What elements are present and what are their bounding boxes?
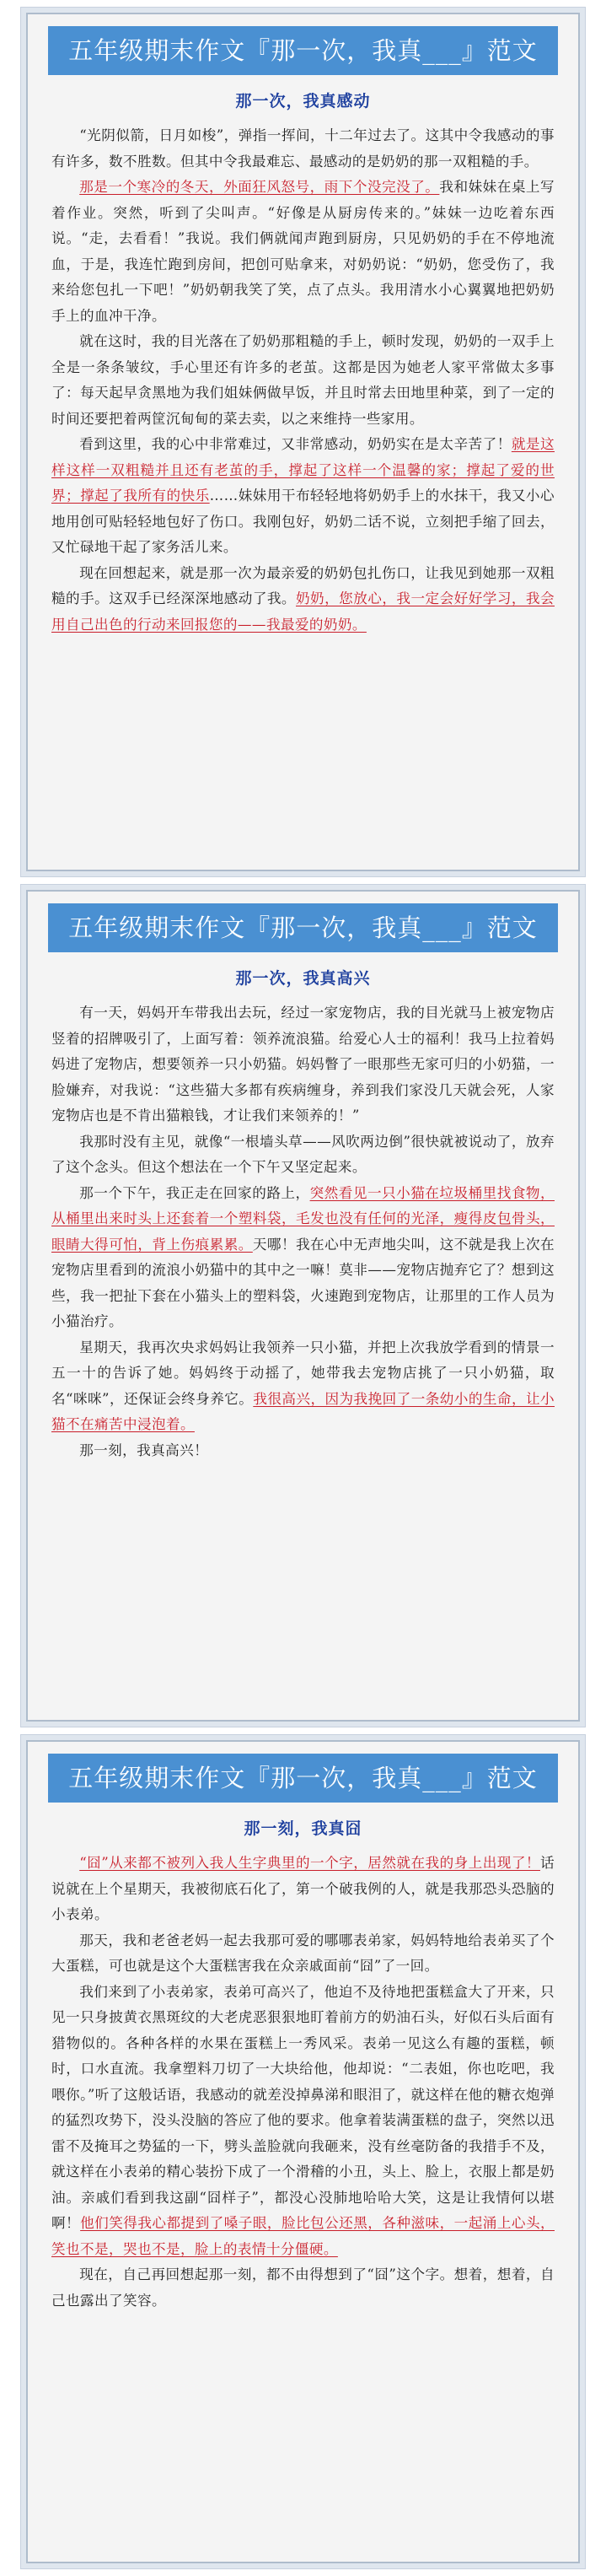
highlighted-sentence: “囧”从来都不被列入我人生字典里的一个字，居然就在我的身上出现了！ — [79, 1855, 540, 1871]
essay-paragraph — [51, 1129, 555, 1181]
essay-body — [51, 89, 555, 638]
essay-paragraphs — [51, 1851, 555, 2314]
paragraph-text: 天哪！我在心中无声地尖叫，这不就是我上次在宠物店里看到的流浪小奶猫中的其中之一嘛！莫非——宠物店抛弃它了？想到这些，我一把扯下套在小猫头上的塑料袋，火速跑到宠物店，让那里的工作人员为小猫治疗。 — [51, 1236, 555, 1329]
paragraph-text: 星期天，我再次央求妈妈让我领养一只小猫，并把上次我放学看到的情景一五一十的告诉了她。妈妈终于动摇了，她带我去宠物店挑了一只小奶猫，取名“咪咪”，还保证会终身养它。 — [51, 1339, 555, 1407]
paragraph-text: 我那时没有主见，就像“一根墙头草——风吹两边倒”很快就被说动了，放弃了这个念头。但这个想法在一个下午又坚定起来。 — [51, 1133, 555, 1175]
paragraph-text: “光阴似箭，日月如梭”，弹指一挥间，十二年过去了。这其中令我感动的事有许多，数不胜数。但其中令我最难忘、最感动的是奶奶的那一双粗糙的手。 — [51, 127, 555, 170]
card-banner: 五年级期末作文『那一次，我真___』范文 — [48, 1754, 558, 1803]
paragraph-text: 看到这里，我的心中非常难过，又非常感动，奶奶实在是太辛苦了！ — [79, 436, 512, 452]
paragraph-text: 就在这时，我的目光落在了奶奶那粗糙的手上，顿时发现，奶奶的一双手上全是一条条皱纹，手心里还有许多的老茧。这都是因为她老人家平常做太多事了：每天起早贪黑地为我们姐妹俩做早饭，并且时常去田地里种菜，到了一定的时间还要把着两筐沉甸甸的菜去卖，以之来维持一些家用。 — [51, 333, 555, 427]
essay-card-1 — [20, 7, 586, 877]
paragraph-text: 现在回想起来，就是那一次为最亲爱的奶奶包扎伤口，让我见到她那一双粗糙的手。这双手已经深深地感动了我。 — [51, 564, 555, 606]
essay-paragraph — [51, 1000, 555, 1129]
essay-body — [51, 966, 555, 1463]
essay-paragraph — [51, 1181, 555, 1335]
paragraph-text: 我们来到了小表弟家，表弟可高兴了，他迫不及待地把蛋糕盒大了开来，只见一只身披黄衣黑斑纹的大老虎恶狠狠地盯着前方的奶油石头，好似石头后面有猎物似的。各种各样的水果在蛋糕上一秀风采。表弟一见这么有趣的蛋糕，顿时，口水直流。我拿塑料刀切了一大块给他，他却说：“二表姐，你也吃吧，我喂你。”听了这般话语，我感动的就差没掉鼻涕和眼泪了，就这样在他的糖衣炮弹的猛烈攻势下，没头没脑的答应了他的要求。他拿着装满蛋糕的盘子，突然以迅雷不及掩耳之势猛的一下，劈头盖脸就向我砸来，没有丝毫防备的我措手不及，就这样在小表弟的精心装扮下成了一个滑稽的小丑，头上、脸上，衣服上都是奶油。亲戚们看到我这副“囧样子”，都没心没肺地哈哈大笑，这是让我情何以堪啊！ — [51, 1983, 555, 2231]
essay-paragraph — [51, 1980, 555, 2263]
paragraph-text: 那一个下午，我正走在回家的路上， — [79, 1184, 310, 1201]
essay-paragraphs — [51, 123, 555, 638]
essay-paragraph — [51, 1928, 555, 1980]
card-banner: 五年级期末作文『那一次，我真___』范文 — [48, 26, 558, 75]
essay-paragraph — [51, 175, 555, 329]
essay-title: 那一次，我真高兴 — [235, 969, 371, 988]
highlighted-sentence: 我很高兴，因为我挽回了一条幼小的生命，让小猫不在痛苦中浸泡着。 — [51, 1390, 555, 1432]
highlighted-sentence: 他们笑得我心都提到了嗓子眼，脸比包公还黑，各种滋味，一起涌上心头，笑也不是，哭也不是，脸上的表情十分僵硬。 — [51, 2215, 555, 2257]
paragraph-text: 那天，我和老爸老妈一起去我那可爱的哪哪表弟家，妈妈特地给表弟买了个大蛋糕，可也就是这个大蛋糕害我在众亲戚面前“囧”了一回。 — [51, 1932, 555, 1974]
highlighted-sentence: 那是一个寒冷的冬天，外面狂风怒号，雨下个没完没了。 — [79, 179, 440, 195]
essay-paragraphs — [51, 1000, 555, 1463]
essay-paragraph — [51, 123, 555, 175]
essay-paragraph — [51, 1438, 555, 1464]
card-banner: 五年级期末作文『那一次，我真___』范文 — [48, 903, 558, 952]
paragraph-text: ……妹妹用干布轻轻地将奶奶手上的水抹干，我又小心地用创可贴轻轻地包好了伤口。我刚包好，奶奶二话不说，立刻把手缩了回去，又忙碌地干起了家务活儿来。 — [51, 488, 555, 555]
paragraph-text: 有一天，妈妈开车带我出去玩，经过一家宠物店，我的目光就马上被宠物店竖着的招牌吸引了，上面写着：领养流浪猫。给爱心人士的福利！我马上拉着妈妈进了宠物店，想要领养一只小奶猫。妈妈瞥了一眼那些无家可归的小奶猫，一脸嫌弃，对我说：“这些猫大多都有疾病缠身，养到我们家没几天就会死，人家宠物店也是不肯出猫粮钱，才让我们来领养的！” — [51, 1005, 555, 1124]
essay-paragraph — [51, 1335, 555, 1438]
card-frame — [26, 1740, 580, 2563]
essay-paragraph — [51, 2262, 555, 2314]
paragraph-text: 现在，自己再回想起那一刻，都不由得想到了“囧”这个字。想着，想着，自己也露出了笑容。 — [51, 2266, 555, 2309]
essay-card-2 — [20, 884, 586, 1727]
essay-title: 那一刻，我真囧 — [244, 1819, 362, 1838]
paragraph-text: 话说就在上个星期天，我被彻底石化了，第一个破我例的人，就是我那恐头恐脑的小表弟。 — [51, 1855, 555, 1922]
essay-paragraph — [51, 432, 555, 561]
essay-paragraph — [51, 329, 555, 432]
essay-paragraph — [51, 1851, 555, 1928]
essay-card-3 — [20, 1734, 586, 2569]
card-frame — [26, 13, 580, 871]
highlighted-sentence: 奶奶，您放心，我一定会好好学习，我会用自己出色的行动来回报您的——我最爱的奶奶。 — [51, 590, 555, 633]
paragraph-text: 那一刻，我真高兴！ — [79, 1442, 209, 1458]
essay-paragraph — [51, 561, 555, 639]
paragraph-text: 我和妹妹在桌上写着作业。突然，听到了尖叫声。“好像是从厨房传来的。”妹妹一边吃着东西说。“走，去看看！”我说。我们俩就闻声跑到厨房，只见奶奶的手在不停地流血，于是，我连忙跑到房间，把创可贴拿来，对奶奶说：“奶奶，您受伤了，我来给您包扎一下吧！”奶奶朝我笑了笑，点了点头。我用清水小心翼翼地把奶奶手上的血冲干净。 — [51, 179, 555, 324]
highlighted-sentence: 突然看见一只小猫在垃圾桶里找食物，从桶里出来时头上还套着一个塑料袋，毛发也没有任何的光泽，瘦得皮包骨头，眼睛大得可怕，背上伤痕累累。 — [51, 1184, 555, 1253]
essay-body — [51, 1816, 555, 2314]
highlighted-sentence: 就是这样这样一双粗糙并且还有老茧的手，撑起了这样一个温馨的家；撑起了爱的世界；撑起了我所有的快乐 — [51, 436, 555, 504]
card-frame — [26, 890, 580, 1722]
essay-title: 那一次，我真感动 — [235, 92, 371, 110]
